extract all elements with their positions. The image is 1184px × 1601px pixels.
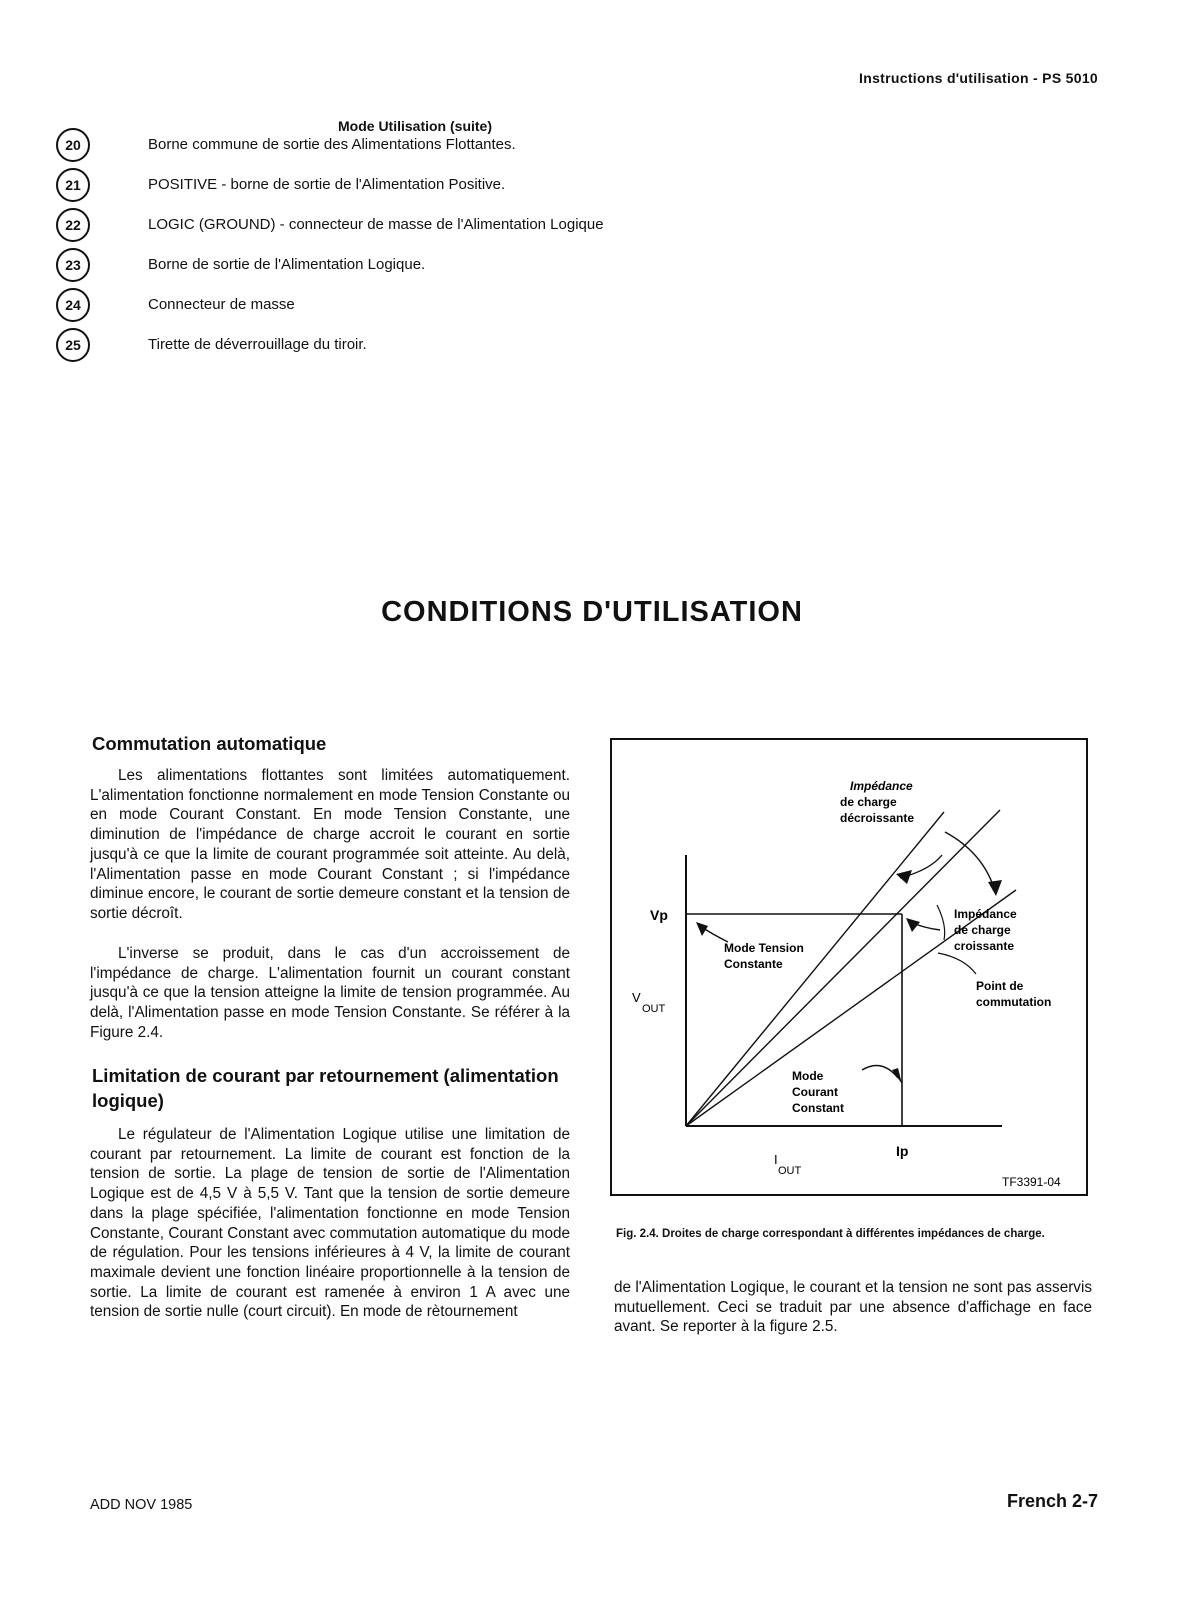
legend-text: Connecteur de masse (148, 296, 295, 313)
legend-text: Tirette de déverrouillage du tiroir. (148, 336, 367, 353)
label-vp: Vp (650, 907, 668, 923)
legend-item (56, 248, 756, 284)
label-impedance-increasing: de charge (954, 923, 1011, 937)
figure-caption: Fig. 2.4. Droites de charge correspondant à différentes impédances de charge. (616, 1228, 1045, 1240)
pointer-line (938, 953, 976, 974)
legend-text: LOGIC (GROUND) - connecteur de masse de l'Alimentation Logique (148, 216, 604, 233)
legend-text: POSITIVE - borne de sortie de l'Alimentation Positive. (148, 176, 506, 193)
arrowhead (696, 922, 708, 936)
label-constant-voltage-mode: Mode Tension (724, 941, 804, 955)
legend-text: Borne de sortie de l'Alimentation Logique. (148, 256, 426, 273)
paragraph (90, 944, 570, 1043)
label-constant-voltage-mode: Constante (724, 957, 783, 971)
load-line-diagram (612, 740, 1086, 1194)
label-constant-current-mode: Constant (792, 1101, 844, 1115)
label-switch-point: commutation (976, 995, 1052, 1009)
label-iout-subscript: OUT (778, 1165, 802, 1177)
label-impedance-decreasing: Impédance (850, 779, 913, 793)
callout-number: 21 (56, 168, 90, 202)
figure-code: TF3391-04 (1002, 1175, 1061, 1189)
legend-item (56, 288, 756, 324)
paragraph (90, 766, 570, 924)
pointer-line (937, 905, 945, 940)
paragraph-text: Le régulateur de l'Alimentation Logique utilise une limitation de courant par retournement. La limite de courant est fonction de la tension de sortie. La plage de tension de sortie de l'Alimentation Logique est de 4,5 V à 5,5 V. Tant que la tension de sortie demeure dans la plage spécifiée, l'alimentation fonctionne en mode Tension Constante, Courant Constant avec commutation automatique du mode de régulation. Pour les tensions inférieures à 4 V, la limite de courant maximale devient une fonction linéaire proportionnelle à la tension de sortie. La limite de courant est ramenée à environ 1 A avec une tension de sortie nulle (court circuit). En mode de rètournement (90, 1126, 570, 1321)
paragraph: de l'Alimentation Logique, le courant et la tension ne sont pas asservis mutuellement. Ceci se traduit par une absence d'affichage en face avant. Se reporter à la figure 2.5. (614, 1279, 1092, 1336)
footer-date: ADD NOV 1985 (90, 1497, 193, 1513)
label-iout: I (774, 1152, 778, 1167)
legend-item (56, 208, 756, 244)
callout-number: 25 (56, 328, 90, 362)
legend-item (56, 328, 756, 364)
arrowhead (896, 870, 912, 884)
label-constant-current-mode: Courant (792, 1085, 838, 1099)
paragraph (90, 1125, 570, 1322)
label-ip: Ip (896, 1143, 909, 1159)
paragraph-text: L'inverse se produit, dans le cas d'un accroissement de l'impédance de charge. L'alimentation fournit un courant constant jusqu'à ce que la tension atteigne la limite de tension programmée. Au delà, l'Alimentation passe en mode Tension Constante. Se référer à la Figure 2.4. (90, 945, 570, 1041)
callout-number: 22 (56, 208, 90, 242)
legend-item (56, 128, 756, 164)
heading-limitation: Limitation de courant par retournement (alimentation logique) (92, 1065, 559, 1111)
label-impedance-increasing: Impédance (954, 907, 1017, 921)
callout-number: 20 (56, 128, 90, 162)
heading-commutation: Commutation automatique (92, 733, 327, 754)
legend-title: Mode Utilisation (suite) (338, 118, 492, 134)
legend-text: Borne commune de sortie des Alimentations Flottantes. (148, 136, 516, 153)
callout-number: 23 (56, 248, 90, 282)
label-vout: V (632, 990, 641, 1005)
pointer-arrow (862, 1066, 898, 1079)
arrowhead (892, 1068, 902, 1084)
section-title: CONDITIONS D'UTILISATION (381, 596, 803, 628)
label-switch-point: Point de (976, 979, 1024, 993)
arrowhead (988, 880, 1002, 896)
callout-number: 24 (56, 288, 90, 322)
figure-load-lines (610, 738, 1088, 1196)
label-impedance-decreasing: de charge (840, 795, 897, 809)
paragraph-text: Les alimentations flottantes sont limitées automatiquement. L'alimentation fonctionne normalement en mode Tension Constante ou en mode Courant Constant. En mode Tension Constante, une diminution de l'impédance de charge accroit le courant en sortie jusqu'à ce que la limite de courant programmée soit atteinte. Au delà, l'Alimentation passe en mode Courant Constant ; si l'impédance diminue encore, le courant de sortie demeure constant et la tension de sortie décroît. (90, 767, 570, 922)
label-impedance-increasing: croissante (954, 939, 1015, 953)
page-number: French 2-7 (1006, 1491, 1098, 1511)
running-header: Instructions d'utilisation - PS 5010 (859, 70, 1098, 86)
label-constant-current-mode: Mode (792, 1069, 824, 1083)
legend-item (56, 168, 756, 204)
label-vout-subscript: OUT (642, 1003, 666, 1015)
label-impedance-decreasing: décroissante (840, 811, 915, 825)
